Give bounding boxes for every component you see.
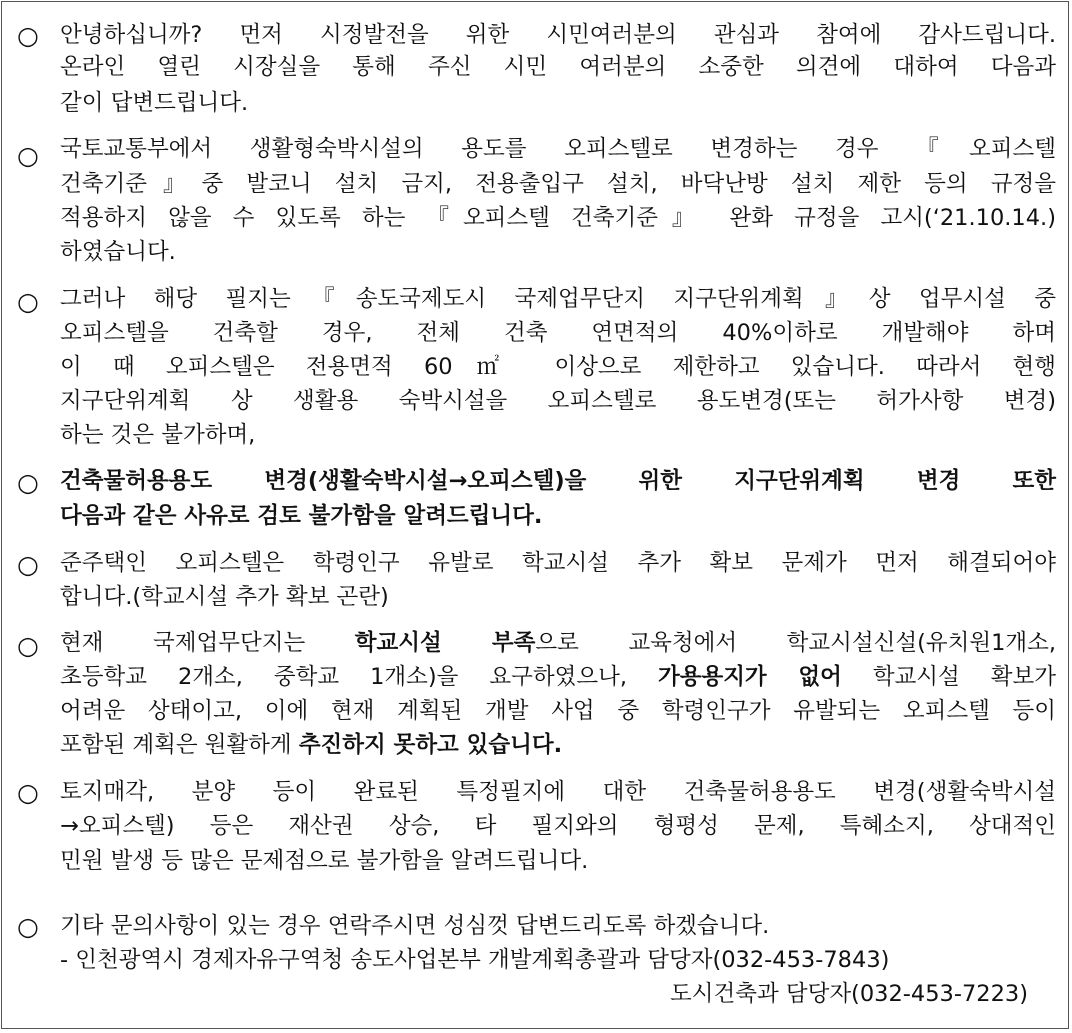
paragraph-line xyxy=(60,979,1028,1009)
line-text: 온라인 열린 시장실을 통해 주신 시민 여러분의 소중한 의견에 대하여 다음과 xyxy=(60,54,1056,80)
line-text: 현재 국제업무단지는 xyxy=(60,630,355,656)
line-text: 토지매각, 분양 등이 완료된 특정필지에 대한 건축물허용용도 변경(생활숙박시설 xyxy=(60,779,1056,805)
paragraph-line xyxy=(60,730,1056,760)
line-text: - 인천광역시 경제자유구역청 송도사업본부 개발계획총괄과 담당자(032-453-7843) xyxy=(60,947,890,973)
paragraph-line xyxy=(60,203,1056,233)
line-text: 학교시설 확보가 xyxy=(841,664,1056,690)
line-text: 도시건축과 담당자(032-453-7223) xyxy=(670,981,1028,1007)
paragraph-line xyxy=(60,628,1056,658)
bold-text: 가용용지가 없어 xyxy=(657,664,842,690)
paragraph-line xyxy=(60,169,1056,199)
line-text: 같이 답변드립니다. xyxy=(60,90,249,116)
line-text: 국토교통부에서 생활형숙박시설의 용도를 오피스텔로 변경하는 경우 『오피스텔 xyxy=(60,136,1056,162)
line-text: 포함된 계획은 원활하게 xyxy=(60,732,299,758)
paragraph-line xyxy=(60,662,1056,692)
paragraph-line xyxy=(60,945,1056,975)
paragraph-line xyxy=(60,501,1056,531)
paragraph-line xyxy=(60,237,1056,267)
paragraph-line xyxy=(60,318,1056,348)
bold-text: 다음과 같은 사유로 검토 불가함을 알려드립니다. xyxy=(60,503,543,529)
line-text: 준주택인 오피스텔은 학령인구 유발로 학교시설 추가 확보 문제가 먼저 해결되어야 xyxy=(60,550,1056,576)
paragraph-line xyxy=(60,20,1056,50)
paragraph-line xyxy=(60,911,1056,941)
line-text: 합니다.(학교시설 추가 확보 곤란) xyxy=(60,584,389,610)
line-text: 어려운 상태이고, 이에 현재 계획된 개발 사업 중 학령인구가 유발되는 오피스텔 등이 xyxy=(60,698,1056,724)
paragraph-line xyxy=(60,811,1056,841)
line-text: 기타 문의사항이 있는 경우 연락주시면 성심껏 답변드리도록 하겠습니다. xyxy=(60,913,770,939)
line-text: 이 때 오피스텔은 전용면적 60㎡ 이상으로 제한하고 있습니다. 따라서 현행 xyxy=(60,354,1056,380)
paragraph-line xyxy=(60,696,1056,726)
circle-bullet-icon: ○ xyxy=(17,287,39,316)
circle-bullet-icon: ○ xyxy=(17,141,39,170)
line-text: 건축기준』중 발코니 설치 금지, 전용출입구 설치, 바닥난방 설치 제한 등의 규정을 xyxy=(60,171,1056,197)
circle-bullet-icon: ○ xyxy=(17,631,39,660)
paragraph-line xyxy=(60,548,1056,578)
line-text: 그러나 해당 필지는『송도국제도시 국제업무단지 지구단위계획』상 업무시설 중 xyxy=(60,286,1056,312)
line-text: 으로 교육청에서 학교시설신설(유치원1개소, xyxy=(535,630,1057,656)
paragraph-line xyxy=(60,582,1056,612)
paragraph-line xyxy=(60,88,1056,118)
line-text: 안녕하십니까? 먼저 시정발전을 위한 시민여러분의 관심과 참여에 감사드립니다. xyxy=(60,22,1056,48)
line-text: →오피스텔) 등은 재산권 상승, 타 필지와의 형평성 문제, 특혜소지, 상대적인 xyxy=(60,813,1056,839)
line-text: 하였습니다. xyxy=(60,239,176,265)
paragraph-line xyxy=(60,846,1056,876)
paragraph-line xyxy=(60,52,1056,82)
circle-bullet-icon: ○ xyxy=(17,912,39,941)
line-text: 지구단위계획 상 생활용 숙박시설을 오피스텔로 용도변경(또는 허가사항 변경) xyxy=(60,388,1056,414)
circle-bullet-icon: ○ xyxy=(17,550,39,579)
line-text: 하는 것은 불가하며, xyxy=(60,422,256,448)
paragraph-line xyxy=(60,466,1056,496)
paragraph-line xyxy=(60,352,1056,382)
circle-bullet-icon: ○ xyxy=(17,468,39,497)
line-text: 오피스텔을 건축할 경우, 전체 건축 연면적의 40%이하로 개발해야 하며 xyxy=(60,320,1056,346)
circle-bullet-icon: ○ xyxy=(17,778,39,807)
paragraph-line xyxy=(60,386,1056,416)
bold-text: 건축물허용용도 변경(생활숙박시설→오피스텔)을 위한 지구단위계획 변경 또한 xyxy=(60,468,1056,494)
bold-text: 추진하지 못하고 있습니다. xyxy=(298,732,563,758)
line-text: 민원 발생 등 많은 문제점으로 불가함을 알려드립니다. xyxy=(60,848,589,874)
paragraph-line xyxy=(60,420,1056,450)
paragraph-line xyxy=(60,777,1056,807)
line-text: 적용하지 않을 수 있도록 하는 『오피스텔 건축기준』 완화 규정을 고시(‘21.10.14.) xyxy=(60,205,1056,231)
line-text: 초등학교 2개소, 중학교 1개소)을 요구하였으나, xyxy=(60,664,658,690)
circle-bullet-icon: ○ xyxy=(17,21,39,50)
bold-text: 학교시설 부족 xyxy=(354,630,536,656)
paragraph-line xyxy=(60,134,1056,164)
paragraph-line xyxy=(60,284,1056,314)
